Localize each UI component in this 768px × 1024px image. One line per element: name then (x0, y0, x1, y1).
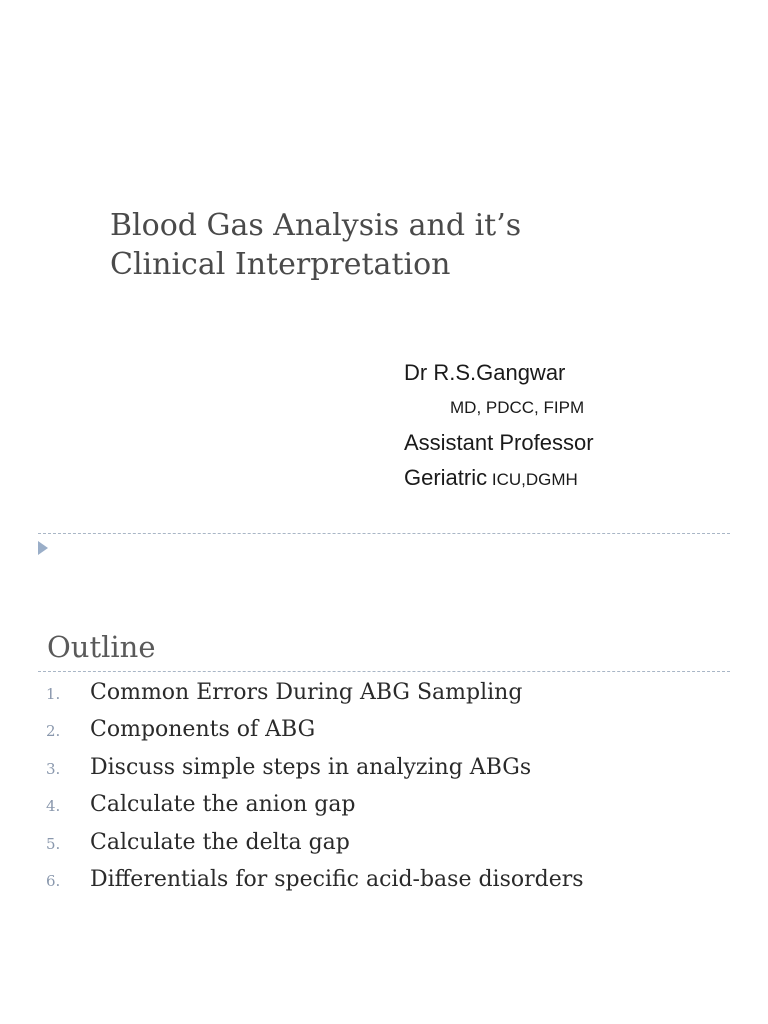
triangle-right-icon (38, 541, 48, 555)
list-item (46, 680, 584, 717)
author-role: Assistant Professor (404, 430, 594, 455)
heading-divider (38, 671, 730, 672)
list-item-number: 6. (46, 871, 61, 890)
list-item-text: Components of ABG (90, 717, 316, 743)
author-name: Dr R.S.Gangwar (404, 360, 566, 385)
list-item-text: Differentials for specific acid-base disorders (90, 866, 584, 892)
list-item (46, 755, 584, 792)
list-item (46, 830, 584, 867)
list-item-number: 4. (46, 797, 61, 816)
outline-list (46, 680, 584, 904)
list-item-text: Calculate the delta gap (90, 829, 350, 855)
list-item-number: 1. (46, 685, 61, 703)
list-item-number: 5. (46, 834, 61, 853)
department-rest: ICU,DGMH (487, 470, 578, 489)
list-item (46, 792, 584, 829)
title-line-1: Blood Gas Analysis and it’s (110, 208, 522, 244)
outline-heading: Outline (47, 630, 156, 664)
list-item-number: 3. (46, 759, 61, 778)
list-item-text: Common Errors During ABG Sampling (90, 680, 523, 705)
author-department (404, 460, 594, 498)
list-item (46, 867, 584, 904)
slide-divider (38, 533, 730, 534)
author-degrees: MD, PDCC, FIPM (450, 398, 585, 417)
title-line-2: Clinical Interpretation (110, 247, 451, 283)
list-item-text: Discuss simple steps in analyzing ABGs (90, 754, 532, 780)
list-item (46, 717, 584, 754)
slide-title (110, 206, 670, 284)
list-item-text: Calculate the anion gap (90, 792, 356, 818)
author-block (404, 356, 594, 498)
department-bold: Geriatric (404, 465, 488, 490)
list-item-number: 2. (46, 722, 61, 741)
